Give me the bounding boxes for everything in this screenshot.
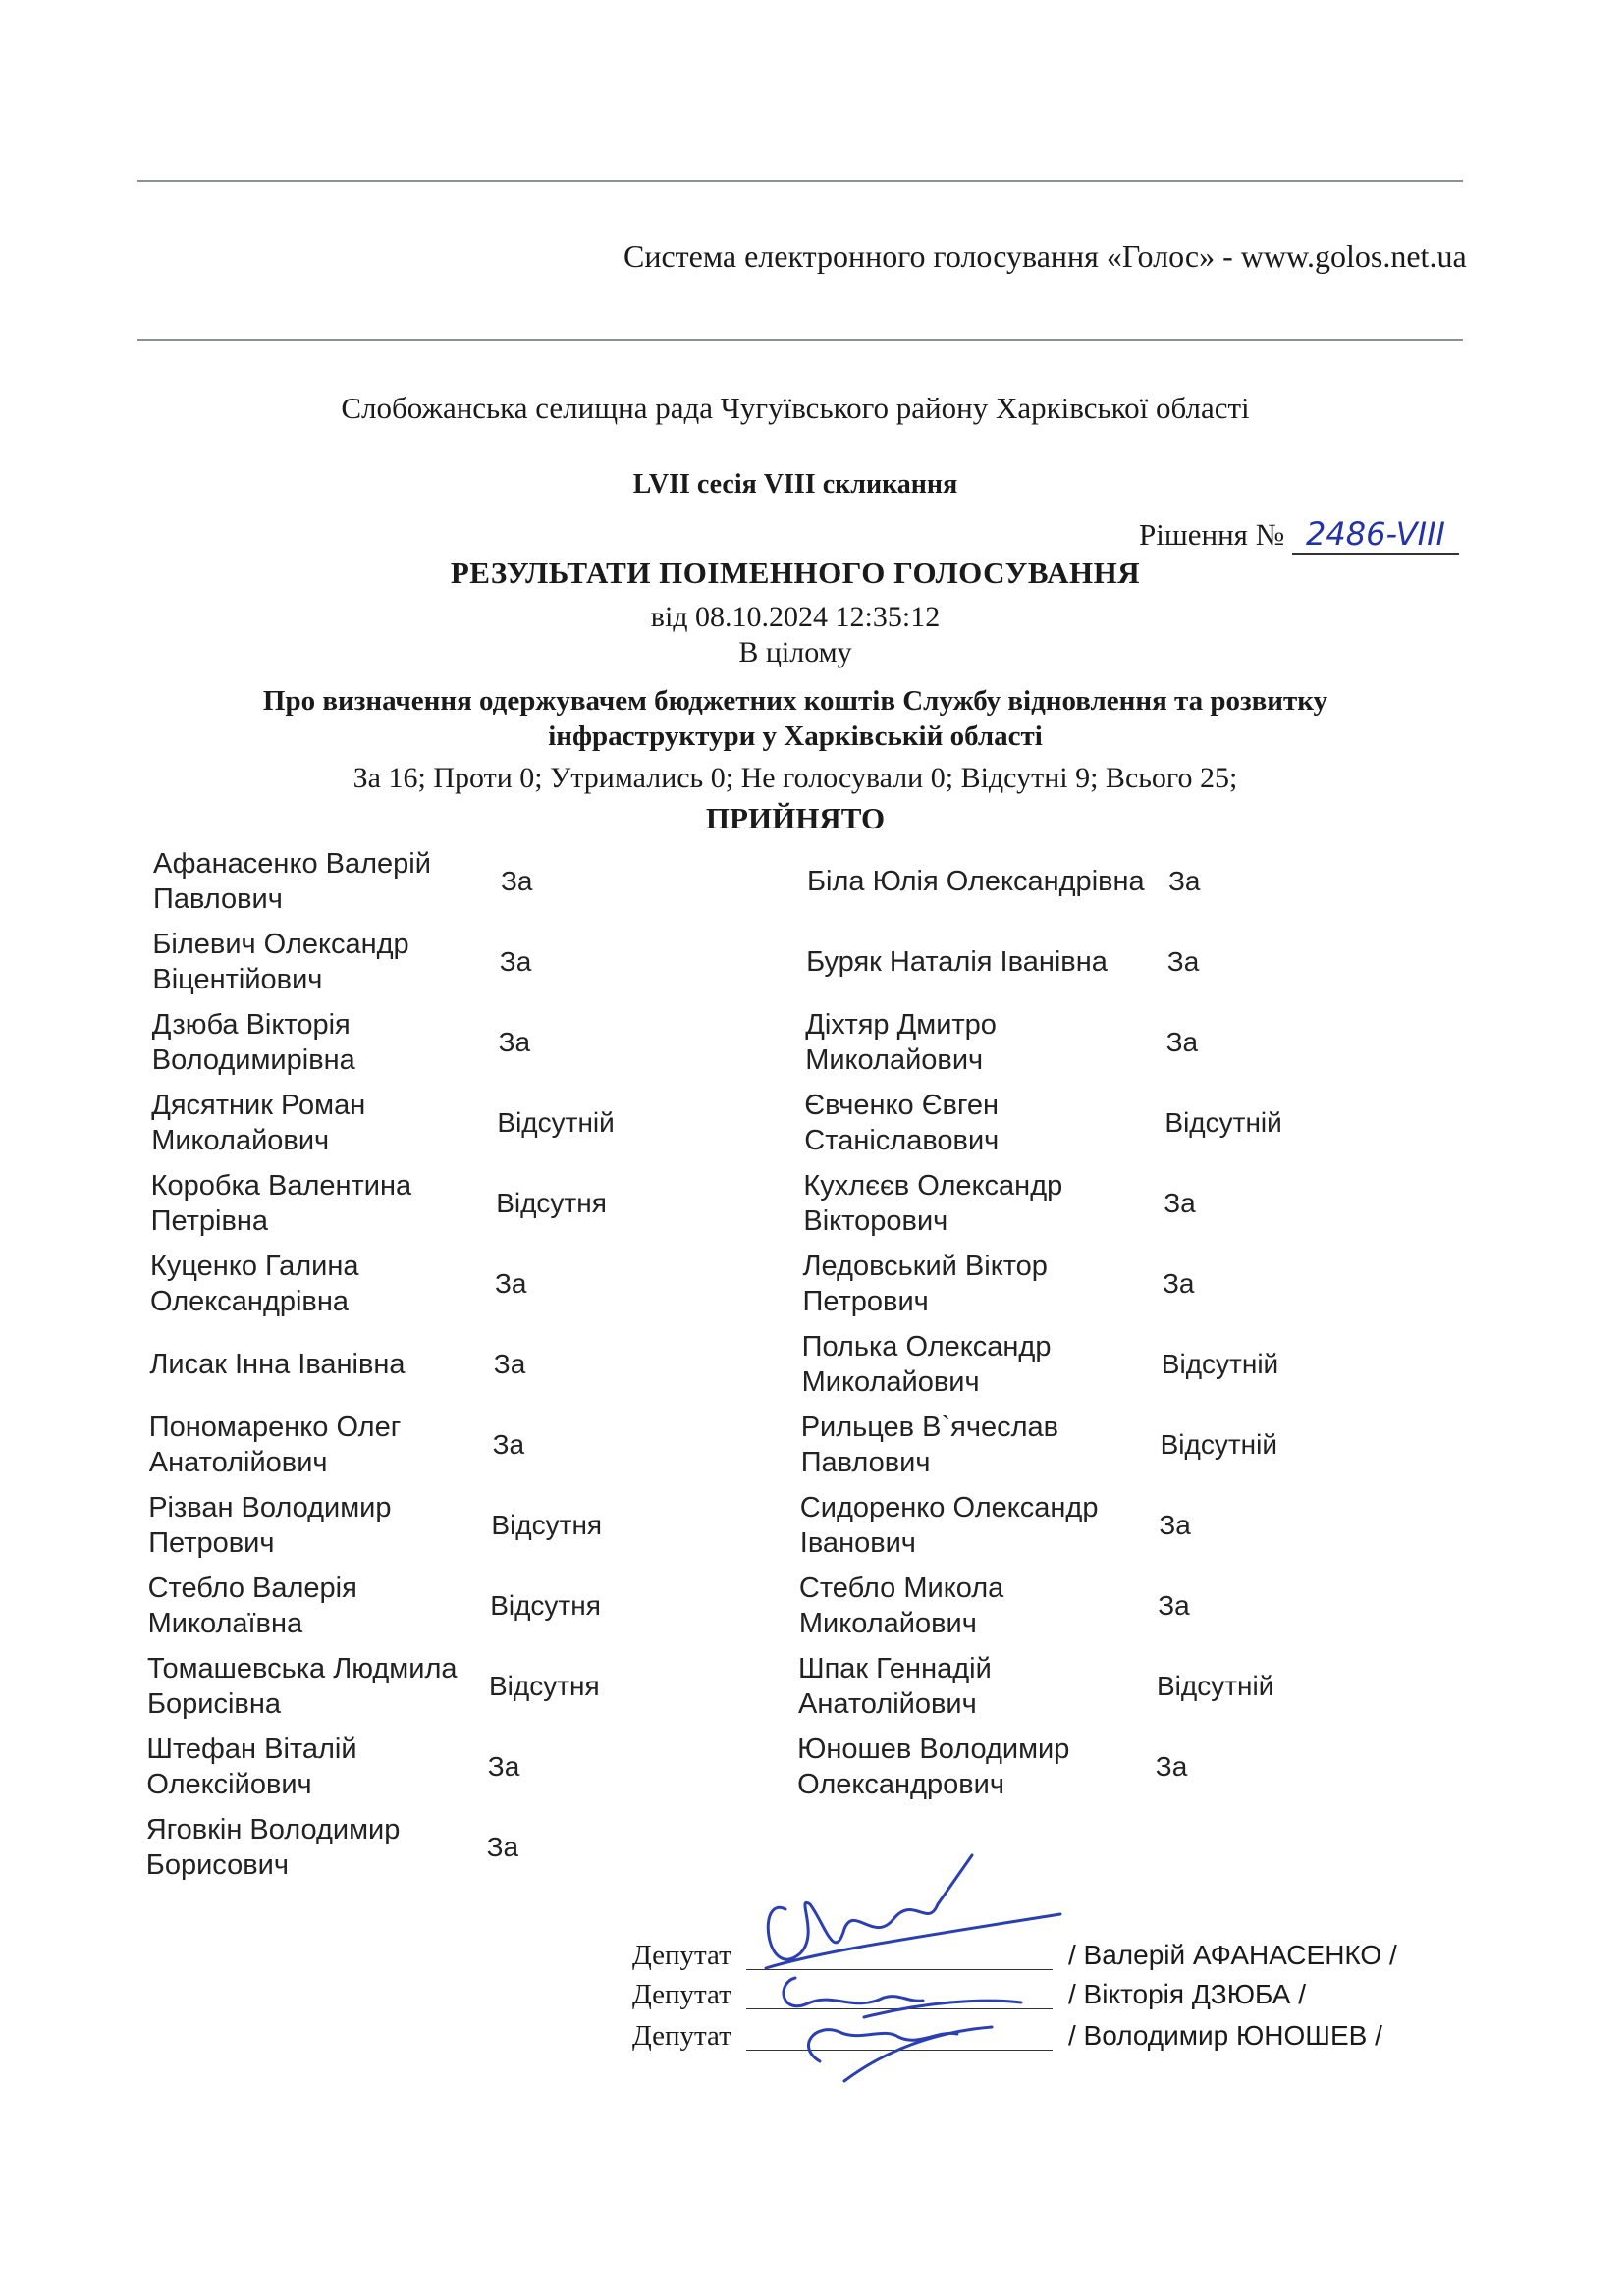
vote-row-value: За bbox=[495, 1268, 527, 1299]
decision-label: Рішення № bbox=[1139, 517, 1285, 552]
vote-row-value: За bbox=[486, 1832, 519, 1862]
vote-row-name: Різван Володимир Петрович bbox=[148, 1492, 392, 1559]
council-name: Слобожанська селищна рада Чугуївського району Харківської області bbox=[341, 391, 1250, 425]
vote-row-name: Стебло Валерія Миколаївна bbox=[147, 1573, 357, 1639]
signature-label: Депутат bbox=[632, 1940, 731, 1971]
vote-row-value: Відсутня bbox=[496, 1188, 607, 1218]
vote-row-name: Буряк Наталія Іванівна bbox=[806, 946, 1108, 978]
vote-row-value: За bbox=[1166, 946, 1200, 977]
vote-date: від 08.10.2024 12:35:12 bbox=[650, 601, 941, 633]
decision-number bbox=[1139, 515, 1459, 555]
vote-mode: В цілому bbox=[738, 636, 852, 668]
vote-row-name: Юношев Володимир Олександрович bbox=[797, 1734, 1070, 1800]
vote-row-value: За bbox=[498, 1027, 531, 1057]
vote-row-value: Відсутній bbox=[1164, 1107, 1282, 1138]
decision-handwritten-number: 2486-VIII bbox=[1292, 515, 1459, 555]
vote-row-value: За bbox=[501, 866, 533, 896]
signature-label: Депутат bbox=[632, 2020, 731, 2052]
vote-row-name: Афанасенко Валерій Павлович bbox=[153, 848, 431, 915]
document-title: РЕЗУЛЬТАТИ ПОІМЕННОГО ГОЛОСУВАННЯ bbox=[450, 556, 1141, 590]
vote-row-value: За bbox=[493, 1349, 526, 1379]
vote-row-value: Відсутня bbox=[491, 1510, 603, 1540]
vote-row-value: За bbox=[499, 946, 532, 977]
vote-row-value: За bbox=[1158, 1590, 1190, 1621]
vote-row-value: Відсутній bbox=[1160, 1429, 1277, 1460]
vote-row-name: Сидоренко Олександр Іванович bbox=[799, 1492, 1099, 1559]
vote-row-name: Пономаренко Олег Анатолійович bbox=[148, 1412, 402, 1478]
vote-row-value: Відсутній bbox=[497, 1107, 615, 1138]
signatory-name: / Валерій АФАНАСЕНКО / bbox=[1068, 1940, 1397, 1970]
vote-row-name: Томашевська Людмила Борисівна bbox=[147, 1653, 458, 1720]
header-rule-top bbox=[137, 180, 1463, 182]
vote-row-value: За bbox=[1168, 866, 1201, 896]
header-rule-bottom bbox=[137, 339, 1463, 341]
signatory-name: / Вікторія ДЗЮБА / bbox=[1068, 1979, 1306, 2009]
vote-row-name: Рильцев В`ячеслав Павлович bbox=[800, 1412, 1059, 1478]
vote-row-value: За bbox=[1163, 1268, 1195, 1299]
signature-scribbles bbox=[727, 1836, 1080, 2091]
vote-row-name: Євченко Євген Станіславович bbox=[804, 1090, 1000, 1156]
vote-summary: За 16; Проти 0; Утримались 0; Не голосували 0; Відсутні 9; Всього 25; bbox=[352, 762, 1238, 794]
vote-result: ПРИЙНЯТО bbox=[705, 801, 886, 835]
vote-row-value: Відсутня bbox=[489, 1671, 600, 1701]
vote-row-name: Шпак Геннадій Анатолійович bbox=[798, 1653, 992, 1720]
vote-row-value: За bbox=[1164, 1188, 1196, 1218]
vote-row-value: За bbox=[487, 1751, 520, 1782]
vote-row-name: Дясятник Роман Миколайович bbox=[151, 1090, 366, 1156]
signatory-name: / Володимир ЮНОШЕВ / bbox=[1068, 2020, 1382, 2051]
system-line: Система електронного голосування «Голос» - www.golos.net.ua bbox=[623, 239, 1467, 274]
vote-row-value: За bbox=[1155, 1751, 1188, 1782]
vote-row-name: Яговкін Володимир Борисович bbox=[145, 1814, 401, 1881]
vote-row-name: Коробка Валентина Петрівна bbox=[150, 1170, 412, 1237]
vote-row-value: За bbox=[1165, 1027, 1199, 1057]
vote-row-value: Відсутня bbox=[490, 1590, 601, 1621]
vote-row-name: Біла Юлія Олександрівна bbox=[807, 866, 1145, 897]
vote-row-name: Полька Олександр Миколайович bbox=[801, 1331, 1052, 1398]
session-name: LVII сесія VIII скликання bbox=[632, 469, 958, 500]
vote-row-value: За bbox=[492, 1429, 525, 1460]
vote-row-name: Дзюба Вікторія Володимирівна bbox=[151, 1009, 355, 1076]
vote-row-value: За bbox=[1159, 1510, 1191, 1540]
signature-label: Депутат bbox=[632, 1979, 731, 2010]
vote-row-name: Білевич Олександр Віцентійович bbox=[152, 929, 409, 995]
vote-row-name: Штефан Віталій Олексійович bbox=[146, 1734, 357, 1800]
vote-row-value: Відсутній bbox=[1157, 1671, 1274, 1701]
vote-row-value: Відсутній bbox=[1161, 1349, 1279, 1379]
vote-row-name: Ледовський Віктор Петрович bbox=[802, 1251, 1048, 1317]
vote-row-name: Куценко Галина Олександрівна bbox=[150, 1251, 359, 1317]
vote-subject: Про визначення одержувачем бюджетних коштів Службу відновлення та розвитку інфраструктури у Харківській області bbox=[262, 685, 1328, 752]
vote-row-name: Стебло Микола Миколайович bbox=[798, 1573, 1004, 1639]
vote-row-name: Лисак Інна Іванівна bbox=[149, 1349, 406, 1380]
vote-row-name: Кухлєєв Олександр Вікторович bbox=[803, 1170, 1063, 1237]
vote-row-name: Діхтяр Дмитро Миколайович bbox=[805, 1009, 997, 1076]
